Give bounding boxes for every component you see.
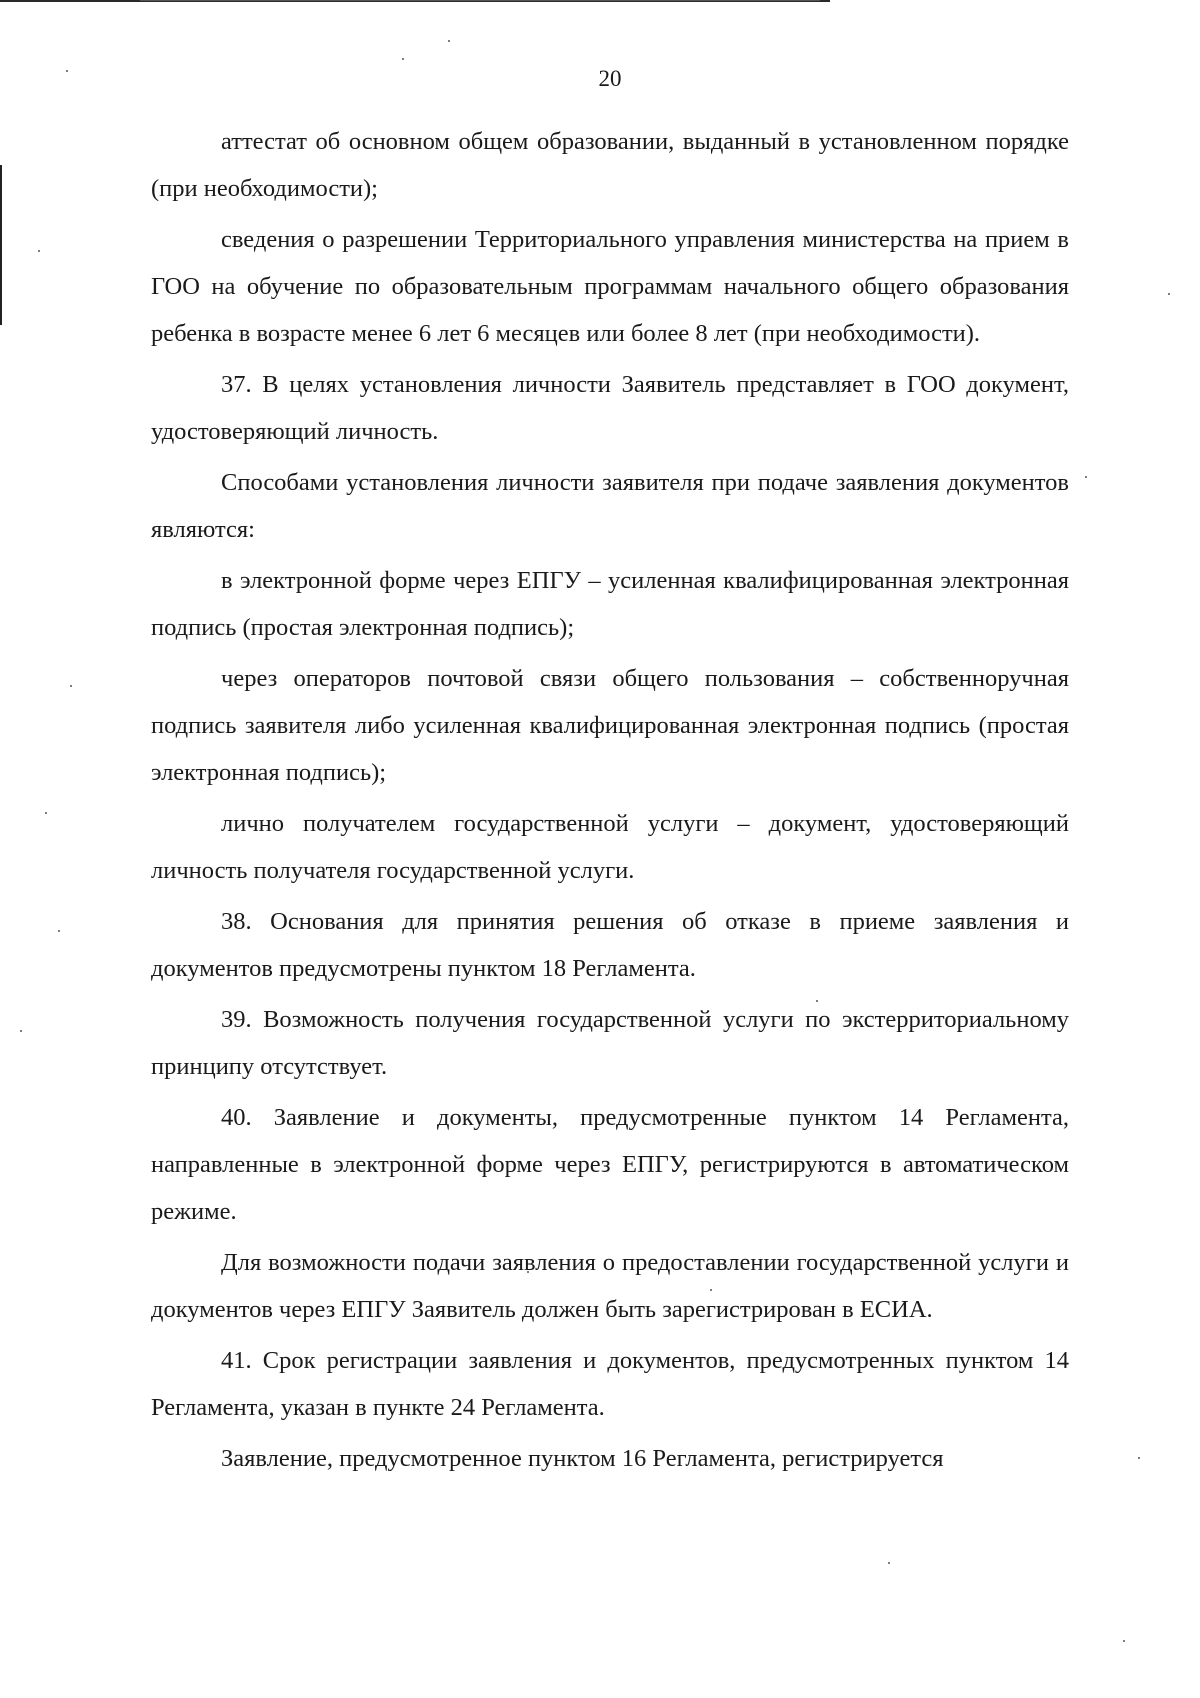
scan-speck bbox=[45, 812, 47, 814]
scan-speck bbox=[1123, 1640, 1125, 1642]
paragraph-attestat: аттестат об основном общем образовании, выданный в установленном порядке (при необходимости); bbox=[151, 128, 1069, 202]
paragraph-postal-operators: через операторов почтовой связи общего пользования – собственноручная подпись заявителя либо усиленная квалифицированная электронная подпись (простая электронная подпись); bbox=[151, 665, 1069, 786]
scan-speck bbox=[402, 58, 404, 60]
scan-speck bbox=[1085, 476, 1087, 478]
scan-speck bbox=[888, 1562, 890, 1564]
scan-edge-top-inner bbox=[140, 0, 820, 1]
paragraph-territorial-permission: сведения о разрешении Территориального управления министерства на прием в ГОО на обучение по образовательным программам начального общего образования ребенка в возрасте менее 6 лет 6 месяцев или более 8 лет (при необходимости). bbox=[151, 226, 1069, 347]
scan-speck bbox=[1168, 293, 1170, 295]
scan-edge-left bbox=[0, 165, 2, 325]
paragraph-item-40: 40. Заявление и документы, предусмотренные пунктом 14 Регламента, направленные в электронной форме через ЕПГУ, регистрируются в автоматическом режиме. bbox=[151, 1104, 1069, 1225]
scan-speck bbox=[448, 40, 450, 42]
scan-speck bbox=[38, 250, 40, 252]
paragraph-item-41: 41. Срок регистрации заявления и документов, предусмотренных пунктом 14 Регламента, указан в пункте 24 Регламента. bbox=[151, 1347, 1069, 1421]
paragraph-item-16-registration: Заявление, предусмотренное пунктом 16 Регламента, регистрируется bbox=[221, 1445, 944, 1472]
paragraph-item-38: 38. Основания для принятия решения об отказе в приеме заявления и документов предусмотрены пунктом 18 Регламента. bbox=[151, 908, 1069, 982]
paragraph-esia-registration: Для возможности подачи заявления о предоставлении государственной услуги и документов через ЕПГУ Заявитель должен быть зарегистрирован в ЕСИА. bbox=[151, 1249, 1069, 1323]
paragraph-item-37: 37. В целях установления личности Заявитель представляет в ГОО документ, удостоверяющий личность. bbox=[151, 371, 1069, 445]
paragraph-item-39: 39. Возможность получения государственной услуги по экстерриториальному принципу отсутствует. bbox=[151, 1006, 1069, 1080]
scan-speck bbox=[1138, 1457, 1140, 1459]
document-body bbox=[151, 118, 1069, 1482]
page-number: 20 bbox=[598, 66, 622, 91]
scan-speck bbox=[58, 930, 60, 932]
scan-speck bbox=[70, 685, 72, 687]
scan-speck bbox=[20, 1030, 22, 1032]
paragraph-electronic-form: в электронной форме через ЕПГУ – усиленная квалифицированная электронная подпись (простая электронная подпись); bbox=[151, 567, 1069, 641]
paragraph-in-person: лично получателем государственной услуги – документ, удостоверяющий личность получателя государственной услуги. bbox=[151, 810, 1069, 884]
paragraph-identification-methods: Способами установления личности заявителя при подаче заявления документов являются: bbox=[151, 469, 1069, 543]
